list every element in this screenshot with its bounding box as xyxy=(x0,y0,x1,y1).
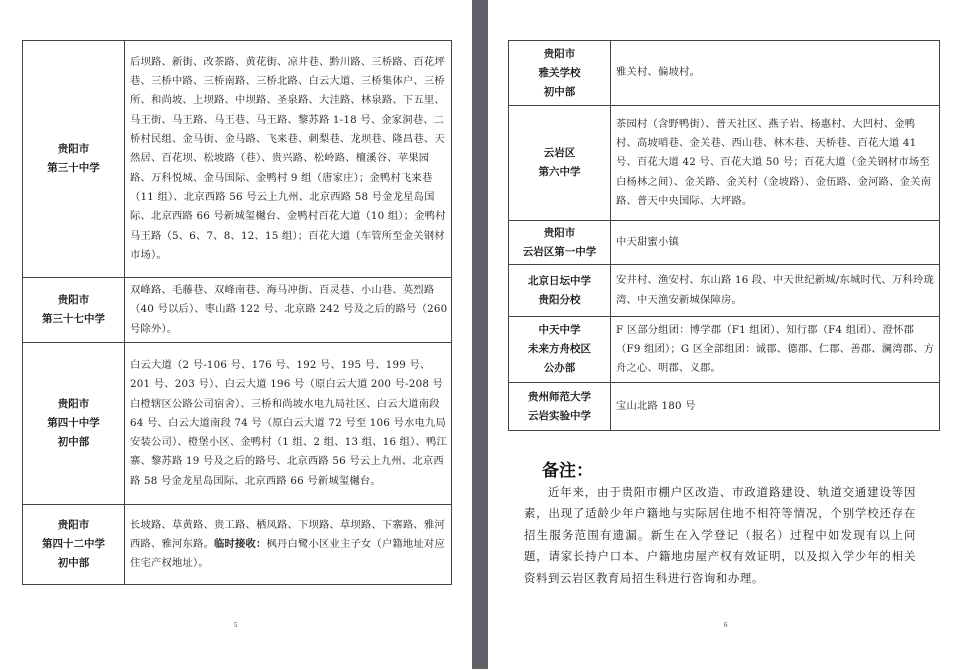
school-name-line: 雅关学校 xyxy=(538,66,581,79)
school-name-cell xyxy=(509,221,611,265)
table-row xyxy=(509,317,940,383)
enrollment-table-left xyxy=(22,40,452,585)
school-name-line: 初中部 xyxy=(543,85,576,98)
school-name-line: 第三十七中学 xyxy=(42,313,105,325)
school-name-line: 初中部 xyxy=(57,557,90,569)
school-name-cell xyxy=(23,278,125,343)
remarks-text: 近年来，由于贵阳市棚户区改造、市政道路建设、轨道交通建设等因素，出现了适龄少年户籍地与实际居住地不相符等情况，个别学校还存在招生服务范围有遗漏。新生在入学登记（报名）过程中如发现有以上问题，请家长持户口本、户籍地房屋产权有效证明，以及拟入学少年的相关资料到云岩区教育局招生科进行咨询和办理。 xyxy=(524,485,916,585)
enrollment-table-right xyxy=(508,40,940,431)
school-name-line: 贵阳市 xyxy=(57,143,90,155)
page-left xyxy=(0,0,472,669)
table-row xyxy=(23,41,452,278)
school-name-line: 第四十二中学 xyxy=(42,538,105,550)
school-name-line: 贵州师范大学 xyxy=(528,390,591,403)
school-name-line: 第三十中学 xyxy=(47,162,100,174)
school-name-line: 贵阳分校 xyxy=(538,293,581,306)
table-row xyxy=(509,265,940,317)
service-area-cell: F 区部分组团：博学郡（F1 组团）、知行郡（F4 组团）、澄怀郡（F9 组团）；G 区全部组团：诚郡、德郡、仁郡、善郡、澜湾郡、方舟之心、明郡、义郡。 xyxy=(611,317,940,383)
school-name-line: 未来方舟校区 xyxy=(528,343,591,355)
school-name-line: 贵阳市 xyxy=(543,226,576,239)
service-area-cell: 宝山北路 180 号 xyxy=(611,383,940,431)
page-number: 6 xyxy=(724,621,728,629)
school-name-line: 贵阳市 xyxy=(543,47,576,60)
page-right xyxy=(488,0,960,669)
school-name-cell xyxy=(509,265,611,317)
school-name-cell xyxy=(23,41,125,278)
table-row xyxy=(509,106,940,221)
service-area-cell: 安井村、渔安村、东山路 16 段、中天世纪新城/东城时代、万科玲珑湾、中天渔安新城保障房。 xyxy=(611,265,940,317)
table-row xyxy=(509,383,940,431)
table-row xyxy=(509,221,940,265)
table-row xyxy=(23,343,452,505)
service-area-cell xyxy=(125,505,452,585)
school-name-line: 贵阳市 xyxy=(57,398,90,410)
table-row xyxy=(509,41,940,106)
remarks-title: 备注： xyxy=(542,461,593,481)
school-name-cell xyxy=(509,106,611,221)
school-name-cell xyxy=(509,41,611,106)
table-row xyxy=(23,505,452,585)
school-name-cell xyxy=(509,317,611,383)
temporary-admission-text: 枫丹白鹭小区业主子女（户籍地址对应住宅产权地址）。 xyxy=(130,537,445,570)
service-area-cell: 雅关村、偏坡村。 xyxy=(611,41,940,106)
service-area-text: 长坡路、草黄路、贵工路、栖凤路、下坝路、草坝路、下寨路、雅河西路、雅河东路。 xyxy=(130,518,445,550)
table-row xyxy=(23,278,452,343)
service-area-cell: 后坝路、新街、改茶路、黄花街、凉井巷、黔川路、三桥路、百花坪巷、三桥中路、三桥南路、三桥北路、白云大道、三桥集体户、三桥所、和尚坡、上坝路、中坝路、圣泉路、大洼路、林泉路、下五里、马王街、马王路、马王巷、马王路、黎苏路 1-18 号、金家洞巷、二桥村民组、金马街、金马路、飞来巷、刺梨巷、龙坝巷、隆昌巷、天然居、百花坝、松坡路（巷）、贵兴路、松岭路、檀溪谷、苹果园路、万科悦城、金马国际、金鸭村 9 组（唐家庄）；金鸭村飞来巷（11 组）、北京西路 56 号云上九州、北京西路 58 号金龙星岛国际、北京西路 66 号新城玺樾台、金鸭村百花大道（10 组）；金鸭村马王路（5、6、7、8、12、15 组）；百花大道（车管所至金关钢材市场）。 xyxy=(125,41,452,278)
school-name-cell xyxy=(23,505,125,585)
school-name-line: 贵阳市 xyxy=(57,519,90,531)
service-area-cell: 双峰路、毛藤巷、双峰南巷、海马冲街、百灵巷、小山巷、英烈路（40 号以后）、枣山路 122 号、北京路 242 号及之后的路号（260 号除外）。 xyxy=(125,278,452,343)
school-name-line: 公办部 xyxy=(543,362,576,374)
school-name-line: 云岩区第一中学 xyxy=(522,245,597,258)
school-name-line: 第四十中学 xyxy=(47,417,100,429)
temporary-admission-label: 临时接收： xyxy=(213,537,267,550)
school-name-cell xyxy=(23,343,125,505)
service-area-cell: 茶园村（含野鸭街）、普天社区、燕子岩、杨惠村、大凹村、金鸭村、高坡哨巷、金关巷、西山巷、林木巷、天桥巷、百花大道 41 号、百花大道 42 号、百花大道 50 号；百花大道（金关钢材市场至白杨林之间）、金关路、金关村（金坡路）、金伍路、金河路、金关南路、普天中央国际、大坪路。 xyxy=(611,106,940,221)
school-name-line: 初中部 xyxy=(57,436,90,448)
school-name-line: 云岩实验中学 xyxy=(528,409,591,422)
page-number: 5 xyxy=(234,621,238,629)
service-area-cell: 白云大道（2 号-106 号、176 号、192 号、195 号、199 号、201 号、203 号）、白云大道 196 号（原白云大道 200 号-208 号白橙辖区公路公司宿舍）、三桥和尚坡水电九局社区、白云大道南段 64 号、白云大道南段 74 号（原白云大道 72 号至 106 号水电九局安装公司）、橙堡小区、金鸭村（1 组、2 组、13 组、16 组）、鸭江寨、黎苏路 19 号及之后的路号、北京西路 56 号云上九州、北京西路 58 号金龙星岛国际、北京西路 66 号新城玺樾台。 xyxy=(125,343,452,505)
school-name-cell xyxy=(509,383,611,431)
school-name-line: 北京日坛中学 xyxy=(528,274,591,287)
school-name-line: 贵阳市 xyxy=(57,294,90,306)
school-name-line: 第六中学 xyxy=(538,166,581,178)
school-name-line: 中天中学 xyxy=(538,324,581,336)
service-area-cell: 中天甜蜜小镇 xyxy=(611,221,940,265)
school-name-line: 云岩区 xyxy=(543,147,576,159)
